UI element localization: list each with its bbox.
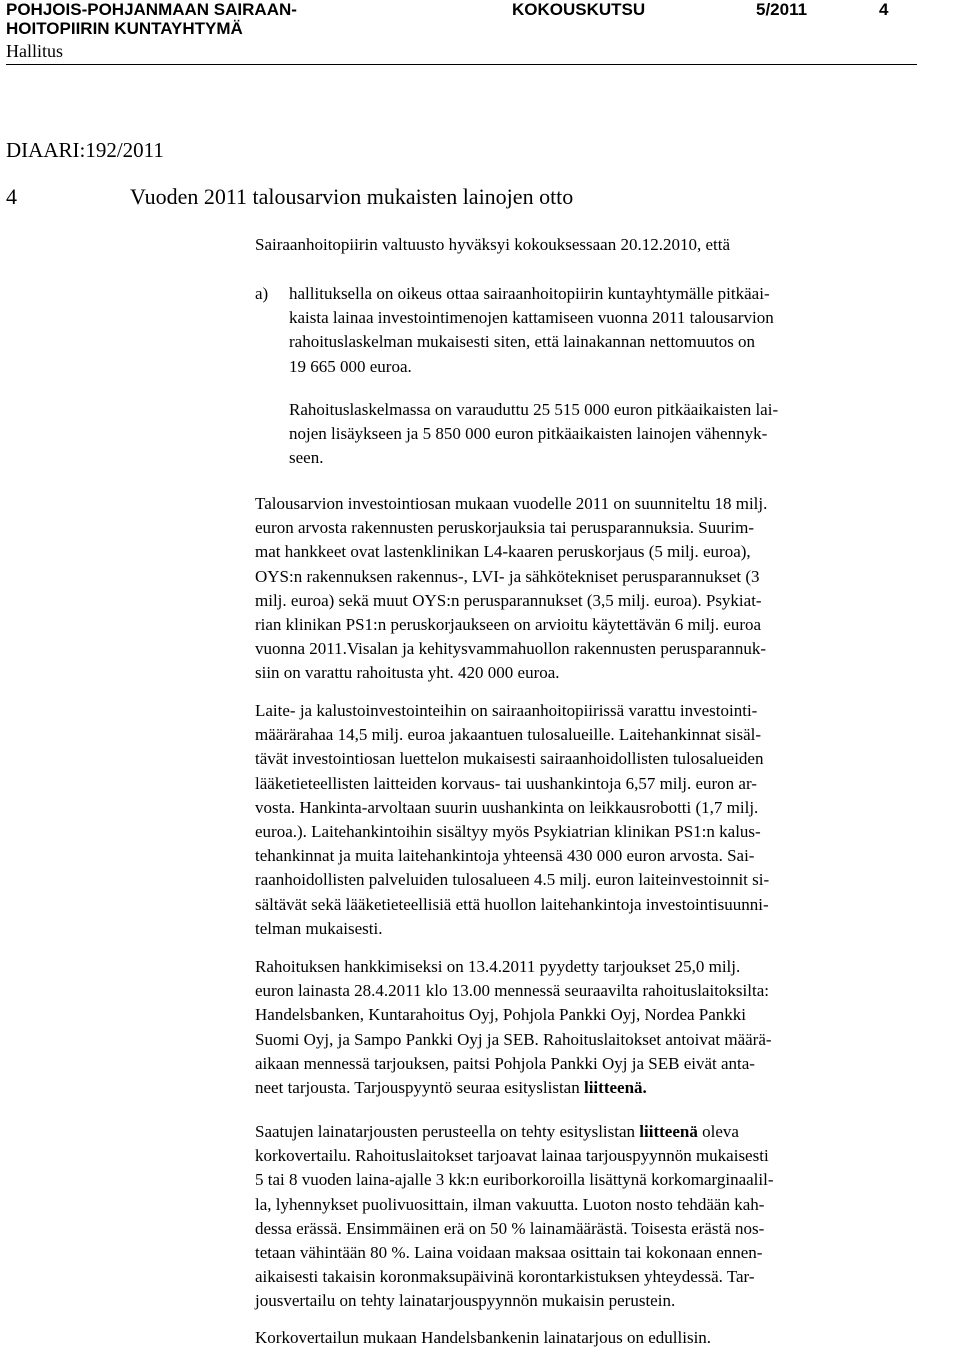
text-segment: Saatujen lainatarjousten perusteella on tehty esityslistan xyxy=(255,1122,640,1141)
text-line: korkovertailu. Rahoituslaitokset tarjoavat lainaa tarjouspyynnön mukaisesti xyxy=(255,1146,769,1166)
text-line: 19 665 000 euroa. xyxy=(289,356,412,376)
text-line: vosta. Hankinta-arvoltaan suurin uushankinta on leikkausrobotti (1,7 milj. xyxy=(255,797,759,817)
text-line: Sairaanhoitopiirin valtuusto hyväksyi kokouksessaan 20.12.2010, että xyxy=(255,235,730,254)
text-line: seen. xyxy=(289,448,324,468)
text-line: Handelsbanken, Kuntarahoitus Oyj, Pohjola Pankki Oyj, Nordea Pankki xyxy=(255,1005,747,1025)
clause-a-paragraph xyxy=(289,282,774,379)
page-number: 4 xyxy=(879,0,889,19)
text-line: sältävät sekä lääketieteellisiä että huollon laitehankintoja investointisuunni- xyxy=(255,894,769,914)
text-line: milj. euroa) sekä muut OYS:n perusparannukset (3,5 milj. euroa). Psykiat- xyxy=(255,590,762,610)
text-line: aikaan mennessä tarjouksen, paitsi Pohjola Pankki Oyj ja SEB eivät anta- xyxy=(255,1053,755,1073)
text-line: jousvertailu on tehty lainatarjouspyynnön mukaisin perustein. xyxy=(255,1291,676,1311)
agenda-item-title: Vuoden 2011 talousarvion mukaisten lainojen otto xyxy=(130,184,574,209)
text-line: hallituksella on oikeus ottaa sairaanhoitopiirin kuntayhtymälle pitkäai- xyxy=(289,284,770,303)
diary-number: DIAARI:192/2011 xyxy=(6,138,164,162)
text-line: lääketieteellisten laitteiden korvaus- tai uushankintoja 6,57 milj. euron ar- xyxy=(255,773,757,793)
text-line: euron lainasta 28.4.2011 klo 13.00 mennessä seuraavilta rahoituslaitoksilta: xyxy=(255,981,769,1001)
organization-name-line2: HOITOPIIRIN KUNTAYHTYMÄ xyxy=(6,19,243,38)
section-name: Hallitus xyxy=(6,41,63,61)
offers-paragraph xyxy=(255,1120,774,1314)
text-line: Laite- ja kalustoinvestointeihin on sairaanhoitopiirissä varattu investointi- xyxy=(255,701,758,720)
text-line: mat hankkeet ovat lastenklinikan L4-kaaren peruskorjaus (5 milj. euroa), xyxy=(255,542,751,562)
text-line: dessa erässä. Ensimmäinen erä on 50 % lainamäärästä. Toisesta erästä nos- xyxy=(255,1218,765,1238)
text-line: 5 tai 8 vuoden laina-ajalle 3 kk:n euriborkoroilla lisättynä korkomarginaalil- xyxy=(255,1170,774,1190)
comparison-result-paragraph xyxy=(255,1326,711,1350)
text-line: tetaan vähintään 80 %. Laina voidaan maksaa osittain tai kokonaan ennen- xyxy=(255,1243,763,1263)
text-line: aikaisesti takaisin koronmaksupäivinä korontarkistuksen yhteydessä. Tar- xyxy=(255,1267,755,1287)
document-type: KOKOUSKUTSU xyxy=(512,0,646,19)
text-line: tehankinnat ja muita laitehankintoja yhteensä 430 000 euron arvosta. Sai- xyxy=(255,846,755,866)
clause-label: a) xyxy=(255,284,269,303)
text-line: vuonna 2011.Visalan ja kehitysvammahuollon rakennusten perusparannuk- xyxy=(255,639,767,659)
text-line: Talousarvion investointiosan mukaan vuodelle 2011 on suunniteltu 18 milj. xyxy=(255,494,768,513)
text-line: nojen lisäykseen ja 5 850 000 euron pitkäaikaisten lainojen vähennyk- xyxy=(289,424,768,444)
intro-paragraph xyxy=(255,233,730,257)
text-line: kaista lainaa investointimenojen kattamiseen vuonna 2011 talousarvion xyxy=(289,308,774,328)
equipment-paragraph xyxy=(255,699,769,941)
text-line: OYS:n rakennuksen rakennus-, LVI- ja sähkötekniset perusparannukset (3 xyxy=(255,566,760,586)
attachment-reference: liitteenä. xyxy=(583,1078,647,1098)
text-line: raanhoidollisten palveluiden tulosalueen 4.5 milj. euron laiteinvestoinnit si- xyxy=(255,870,770,890)
text-line: rian klinikan PS1:n peruskorjaukseen on arvioitu käytettävän 6 milj. euroa xyxy=(255,615,762,635)
text-segment: neet tarjousta. Tarjouspyyntö seuraa esityslistan xyxy=(255,1078,584,1098)
financing-plan-paragraph xyxy=(289,398,778,471)
meeting-number: 5/2011 xyxy=(756,0,808,19)
text-line: telman mukaisesti. xyxy=(255,918,383,938)
text-line: siin on varattu rahoitusta yht. 420 000 euroa. xyxy=(255,663,560,683)
text-line xyxy=(255,1120,774,1144)
investment-paragraph xyxy=(255,492,767,686)
text-line: rahoituslaskelman mukaisesti siten, että lainakannan nettomuutos on xyxy=(289,332,755,352)
loan-request-paragraph xyxy=(255,955,772,1100)
text-line: Rahoituslaskelmassa on varauduttu 25 515 000 euron pitkäaikaisten lai- xyxy=(289,400,779,419)
organization-name-line1: POHJOIS-POHJANMAAN SAIRAAN- xyxy=(6,0,297,19)
text-line: Korkovertailun mukaan Handelsbankenin lainatarjous on edullisin. xyxy=(255,1328,712,1347)
text-line: Suomi Oyj, ja Sampo Pankki Oyj ja SEB. Rahoituslaitokset antoivat määrä- xyxy=(255,1029,772,1049)
attachment-reference: liitteenä xyxy=(639,1122,698,1141)
text-line: euroa.). Laitehankintoihin sisältyy myös Psykiatrian klinikan PS1:n kalus- xyxy=(255,822,761,842)
text-segment: oleva xyxy=(697,1122,739,1141)
text-line: la, lyhennykset puolivuosittain, ilman vakuutta. Luoton nosto tehdään kah- xyxy=(255,1194,765,1214)
text-line: määrärahaa 14,5 milj. euroa jakaantuen tulosalueille. Laitehankinnat sisäl- xyxy=(255,725,762,745)
text-line: tävät investointiosan luettelon mukaisesti sairaanhoidollisten tulosalueiden xyxy=(255,749,764,769)
text-line xyxy=(255,1076,772,1100)
header-divider xyxy=(6,64,917,65)
text-line: euron arvosta rakennusten peruskorjauksia tai perusparannuksia. Suurim- xyxy=(255,518,754,538)
agenda-item-number: 4 xyxy=(6,184,17,209)
text-line: Rahoituksen hankkimiseksi on 13.4.2011 pyydetty tarjoukset 25,0 milj. xyxy=(255,957,741,976)
